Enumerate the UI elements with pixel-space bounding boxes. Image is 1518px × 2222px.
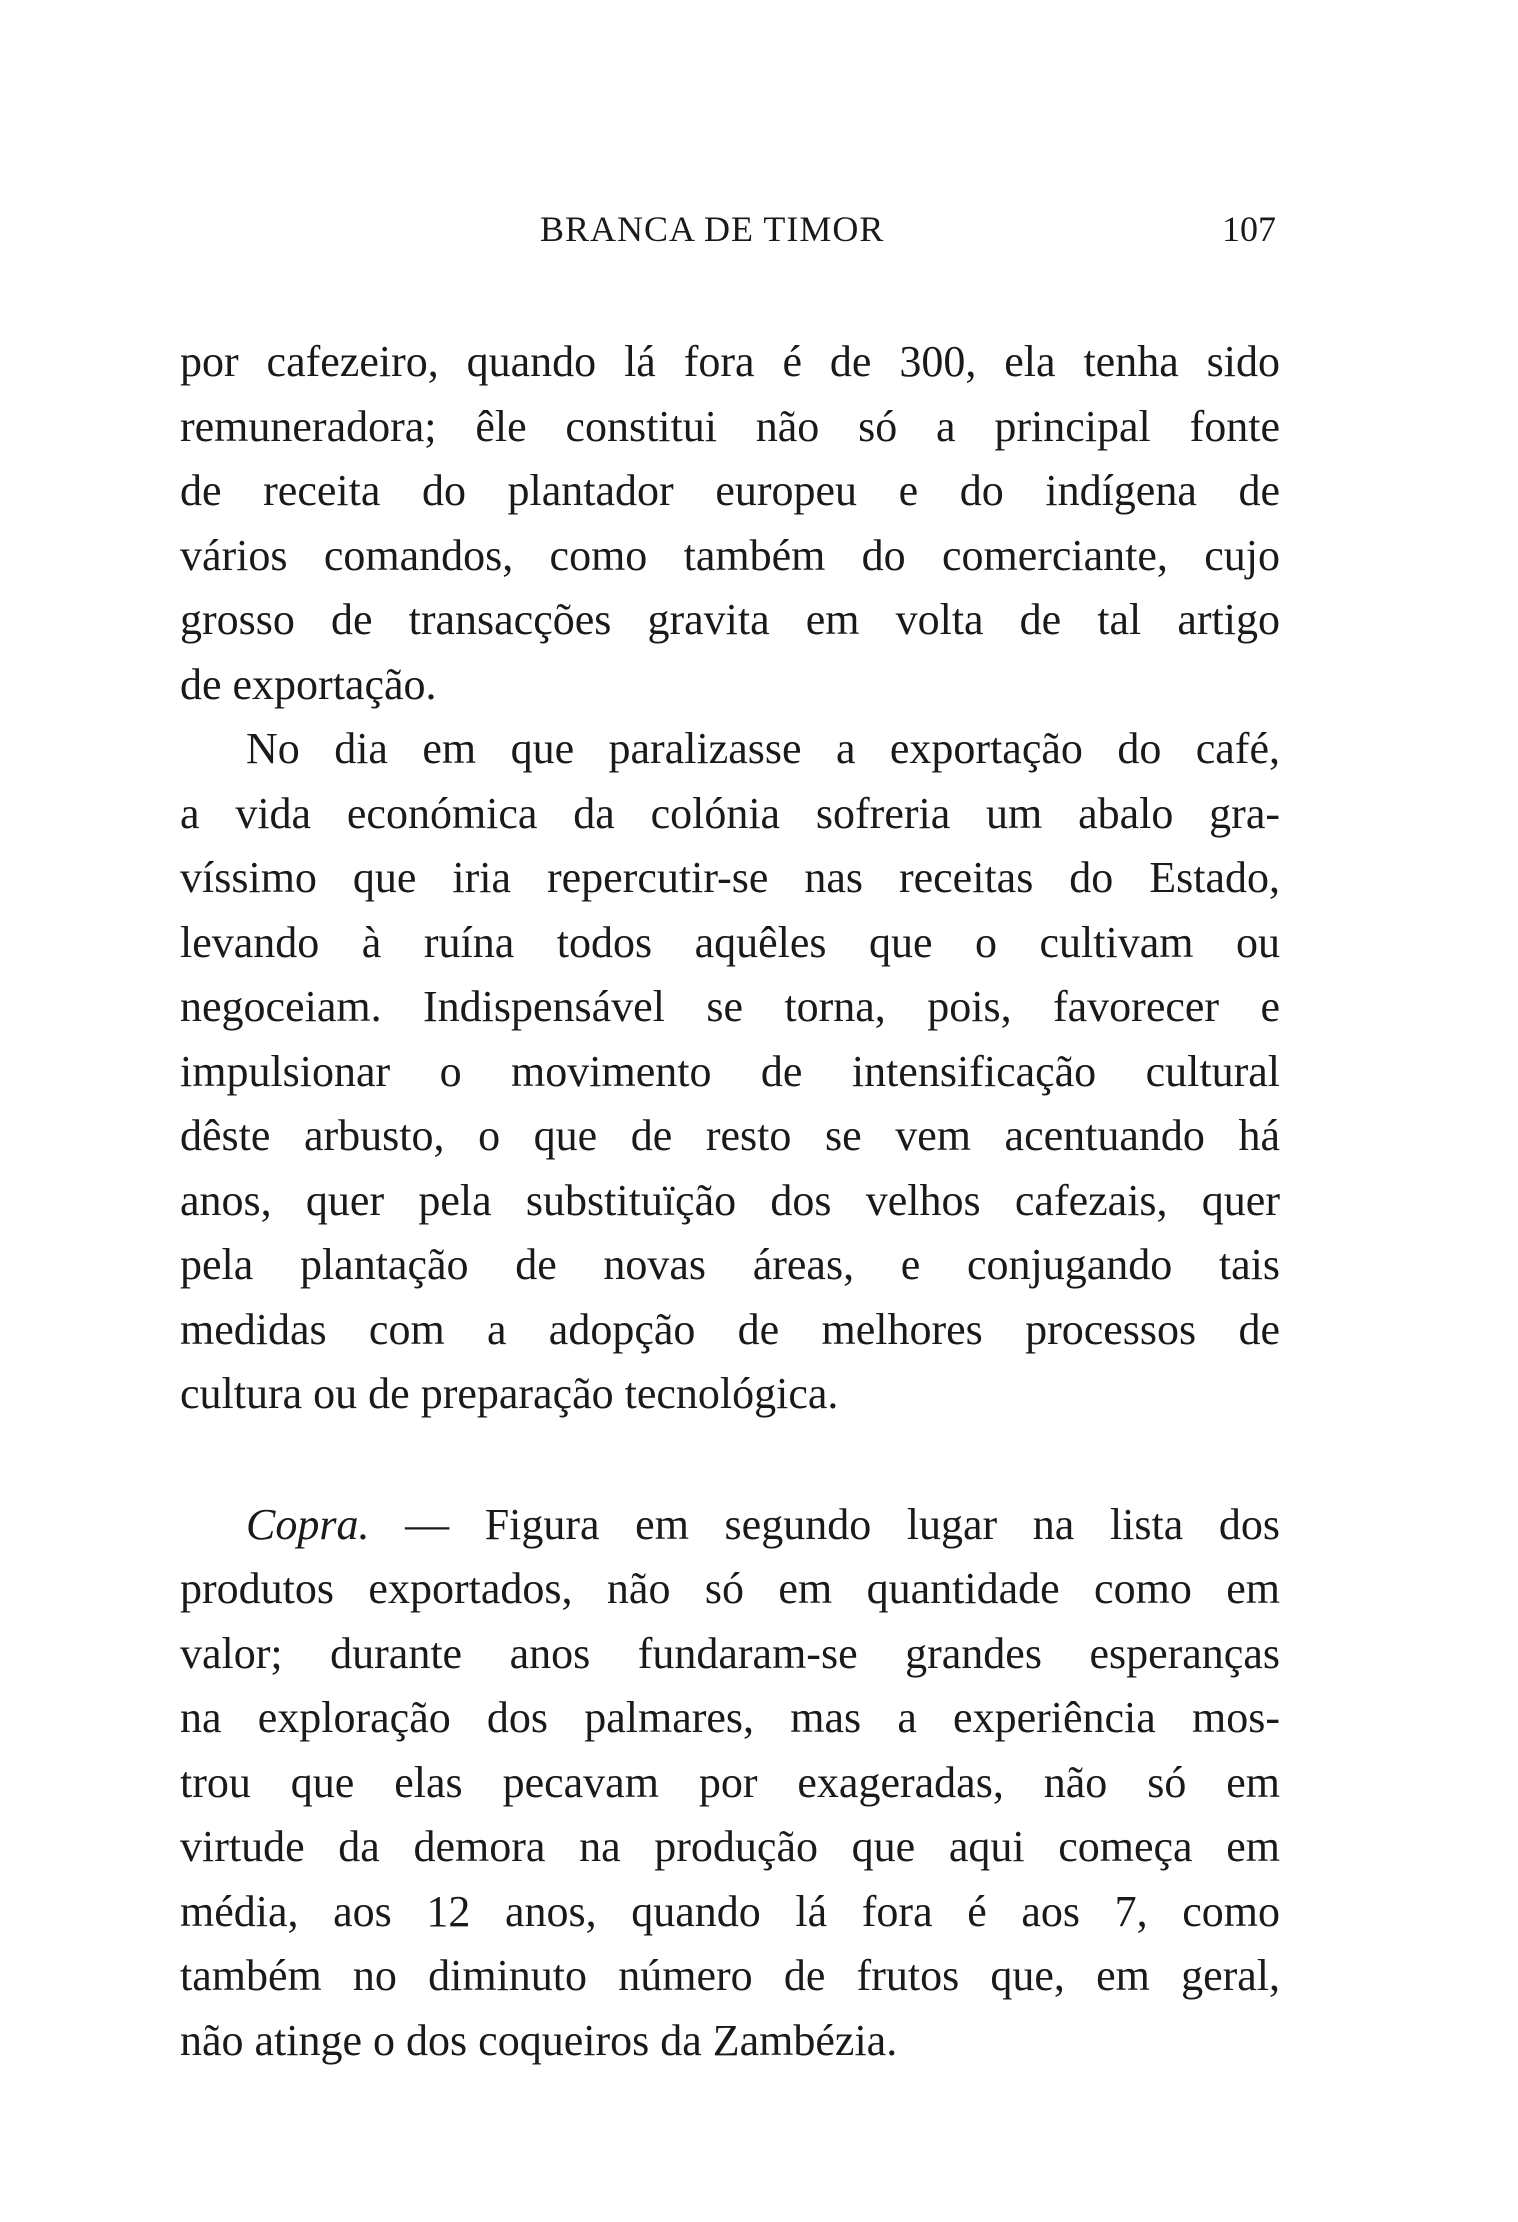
running-title: BRANCA DE TIMOR: [540, 209, 885, 249]
text-line: pela plantação de novas áreas, e conjugando tais: [180, 1240, 1280, 1289]
section-heading-copra: Copra.: [246, 1499, 370, 1549]
text-line: trou que elas pecavam por exageradas, não só em: [180, 1757, 1280, 1807]
text-line: víssimo que iria repercutir-se nas receitas do Estado,: [180, 853, 1280, 902]
page-number: 107: [1222, 209, 1276, 249]
text-line: negoceiam. Indispensável se torna, pois, favorecer e: [180, 982, 1280, 1031]
text-line: vários comandos, como também do comerciante, cujo: [180, 530, 1280, 580]
paragraph-coffee-export: [180, 717, 1280, 1427]
text-line: grosso de transacções gravita em volta de tal artigo: [180, 595, 1280, 644]
text-line: a vida económica da colónia sofreria um abalo gra-: [180, 788, 1280, 838]
text-line: dêste arbusto, o que de resto se vem acentuando há: [180, 1111, 1280, 1160]
running-head: [0, 208, 1518, 268]
text-line: também no diminuto número de frutos que, em geral,: [180, 1951, 1280, 2000]
paragraph-coffee-revenue: [180, 330, 1280, 717]
text-line: medidas com a adopção de melhores processos de: [180, 1304, 1280, 1354]
text-line: cultura ou de preparação tecnológica.: [180, 1369, 839, 1418]
paragraph-copra: [180, 1493, 1280, 2074]
text-line: de receita do plantador europeu e do indígena de: [180, 466, 1280, 515]
text-line: [180, 1493, 1280, 1558]
text-line: impulsionar o movimento de intensificação cultural: [180, 1046, 1280, 1096]
body-text: [180, 330, 1280, 2073]
text-line: virtude da demora na produção que aqui começa em: [180, 1822, 1280, 1871]
text-line: não atinge o dos coqueiros da Zambézia.: [180, 2015, 898, 2065]
text-line: média, aos 12 anos, quando lá fora é aos 7, como: [180, 1886, 1280, 1936]
text-line: produtos exportados, não só em quantidade como em: [180, 1564, 1280, 1613]
text-line: de exportação.: [180, 659, 437, 709]
paragraph-gap: [180, 1427, 1280, 1493]
text-line: anos, quer pela substituïção dos velhos cafezais, quer: [180, 1175, 1280, 1225]
text-line: na exploração dos palmares, mas a experiência mos-: [180, 1693, 1280, 1742]
text-line: valor; durante anos fundaram-se grandes esperanças: [180, 1628, 1280, 1678]
text-line: por cafezeiro, quando lá fora é de 300, ela tenha sido: [180, 337, 1280, 386]
text-line: No dia em que paralizasse a exportação do café,: [246, 724, 1280, 773]
text-line: levando à ruína todos aquêles que o cultivam ou: [180, 917, 1280, 967]
text-line: remuneradora; êle constitui não só a principal fonte: [180, 401, 1280, 451]
text-segment: — Figura em segundo lugar na lista dos: [369, 1499, 1280, 1549]
